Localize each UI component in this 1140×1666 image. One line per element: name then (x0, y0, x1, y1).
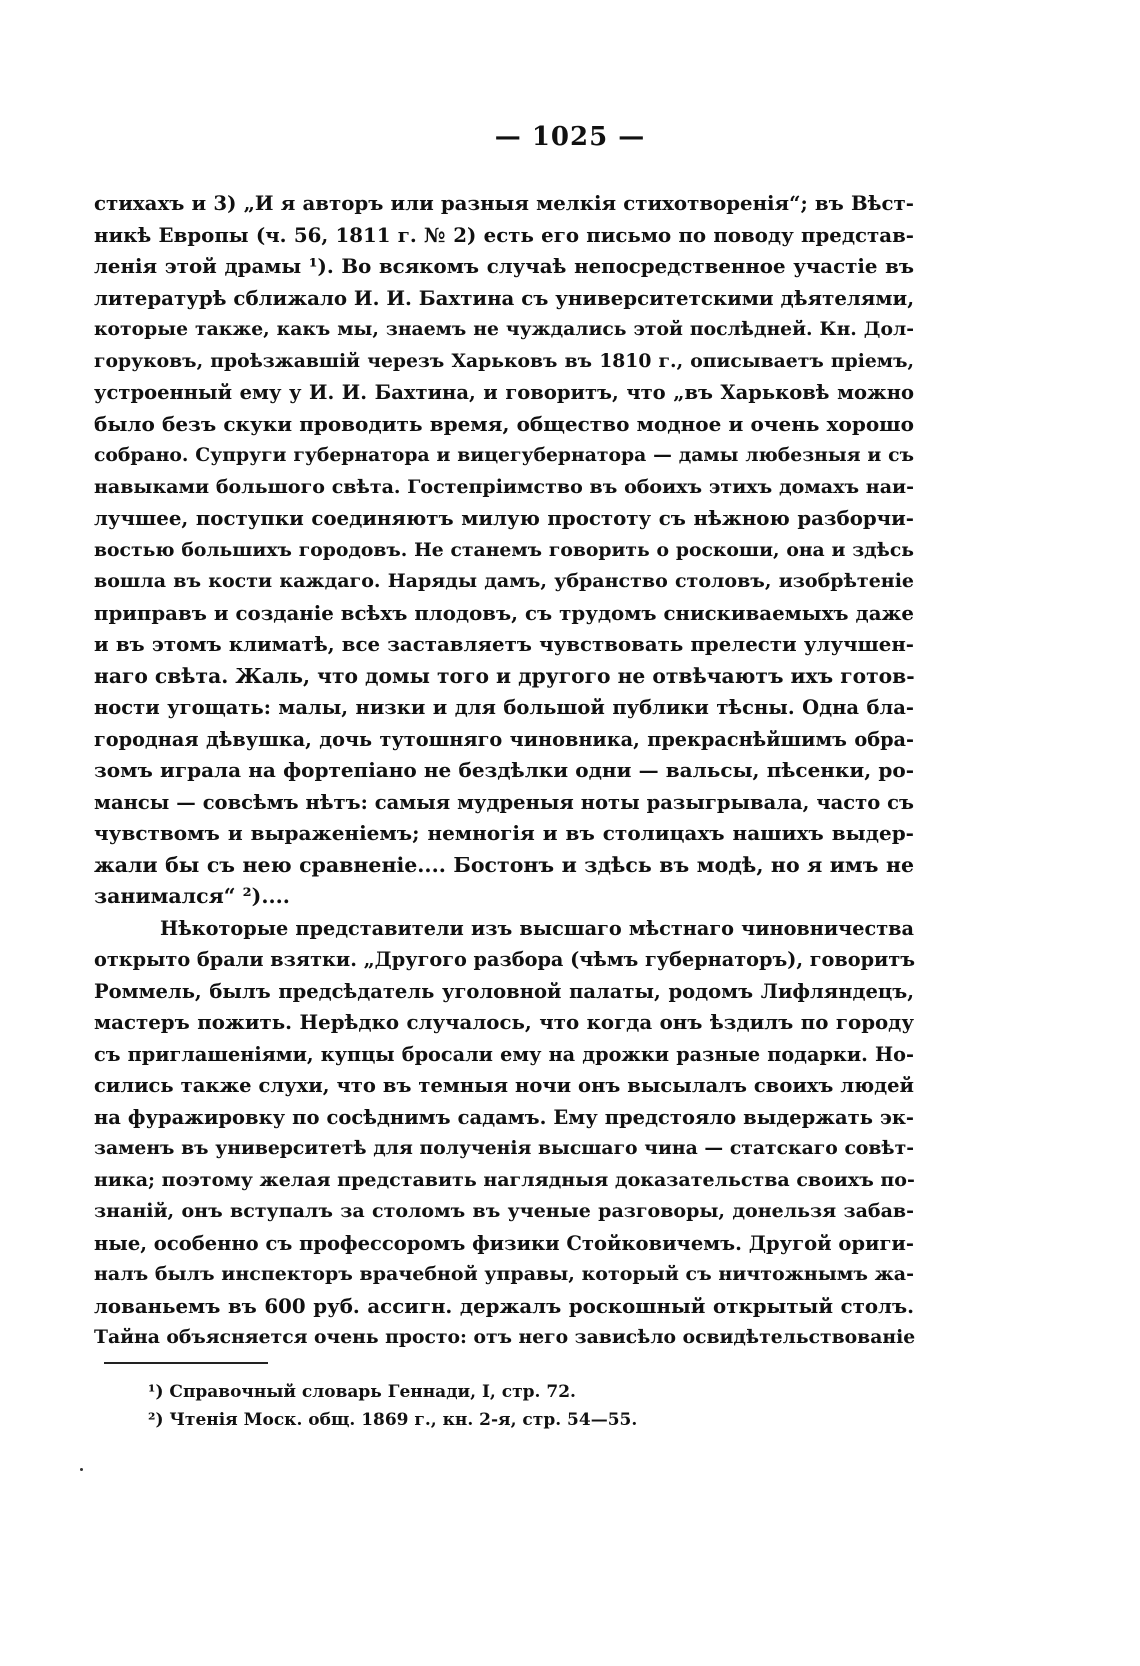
text-line: открыто брали взятки. „Другого разбора (чѣмъ губернаторъ), говоритъ (94, 948, 916, 971)
footnote-divider (104, 1362, 268, 1364)
footnote-2: ²) Чтенія Моск. общ. 1869 г., кн. 2-я, стр. 54—55. (148, 1410, 638, 1430)
text-line: Роммель, былъ предсѣдатель уголовной палаты, родомъ Лифляндецъ, (94, 979, 914, 1003)
text-line: зомъ играла на фортепіано не бездѣлки одни — вальсы, пѣсенки, ро- (94, 758, 914, 782)
text-line: ности угощать: малы, низки и для большой публики тѣсны. Одна бла- (94, 696, 914, 719)
scan-speck (80, 1468, 83, 1471)
text-line: съ приглашеніями, купцы бросали ему на дрожки разные подарки. Но- (94, 1042, 914, 1066)
text-line-paragraph-end: занимался“ ²).... (94, 884, 290, 908)
text-line: жали бы съ нею сравненіе.... Бостонъ и здѣсь въ модѣ, но я имъ не (94, 852, 914, 877)
text-line: чувствомъ и выраженіемъ; немногія и въ столицахъ нашихъ выдер- (94, 821, 914, 845)
text-line: было безъ скуки проводить время, общество модное и очень хорошо (94, 411, 914, 436)
text-line: горуковъ, проѣзжавшій черезъ Харьковъ въ 1810 г., описываетъ пріемъ, (94, 349, 914, 372)
body-text (94, 188, 914, 1354)
text-line-paragraph-start: Нѣкоторые представители изъ высшаго мѣстнаго чиновничества (160, 916, 914, 940)
text-line: вошла въ кости каждаго. Наряды дамъ, убранство столовъ, изобрѣтеніе (94, 570, 914, 592)
footnote-1: ¹) Справочный словарь Геннади, I, стр. 72. (148, 1382, 576, 1402)
text-line: на фуражировку по сосѣднимъ садамъ. Ему предстояло выдержать эк- (94, 1105, 914, 1129)
text-line: мастеръ пожить. Нерѣдко случалось, что когда онъ ѣздилъ по городу (94, 1010, 914, 1034)
text-line: которые также, какъ мы, знаемъ не чуждались этой послѣдней. Кн. Дол- (94, 318, 914, 340)
text-line: никѣ Европы (ч. 56, 1811 г. № 2) есть его письмо по поводу представ- (94, 222, 914, 247)
text-line: Тайна объясняется очень просто: отъ него зависѣло освидѣтельствованіе (94, 1326, 916, 1348)
text-line: лованьемъ въ 600 руб. ассигн. держалъ роскошный открытый столъ. (94, 1293, 914, 1318)
text-line: собрано. Супруги губернатора и вицегубернатора — дамы любезныя и съ (94, 444, 914, 466)
text-line: востью большихъ городовъ. Не станемъ говорить о роскоши, она и здѣсь (94, 538, 914, 561)
footnotes (148, 1378, 908, 1434)
text-line: заменъ въ университетѣ для полученія высшаго чина — статскаго совѣт- (94, 1137, 914, 1159)
text-line: устроенный ему у И. И. Бахтина, и говоритъ, что „въ Харьковѣ можно (94, 381, 914, 404)
text-line: стихахъ и 3) „И я авторъ или разныя мелкія стихотворенія“; въ Вѣст- (94, 191, 914, 215)
page-number: — 1025 — (494, 122, 646, 152)
text-line: ленія этой драмы ¹). Во всякомъ случаѣ непосредственное участіе въ (94, 254, 914, 278)
text-line: знаній, онъ вступалъ за столомъ въ ученые разговоры, донельзя забав- (94, 1200, 914, 1222)
text-line: лучшее, поступки соединяютъ милую простоту съ нѣжною разборчи- (94, 506, 914, 530)
text-line: городная дѣвушка, дочь тутошняго чиновника, прекраснѣйшимъ обра- (94, 727, 914, 751)
text-line: сились также слухи, что въ темныя ночи онъ высылалъ своихъ людей (94, 1074, 914, 1097)
text-line: мансы — совсѣмъ нѣтъ: самыя мудреныя ноты разыгрывала, часто съ (94, 790, 914, 814)
text-line: налъ былъ инспекторъ врачебной управы, который съ ничтожнымъ жа- (94, 1263, 914, 1285)
text-line: ника; поэтому желая представить наглядныя доказательства своихъ по- (94, 1168, 915, 1191)
text-line: навыками большого свѣта. Гостепріимство въ обоихъ этихъ домахъ наи- (94, 475, 914, 498)
text-line: литературѣ сближало И. И. Бахтина съ университетскими дѣятелями, (94, 285, 915, 310)
text-line: наго свѣта. Жаль, что домы того и другого не отвѣчаютъ ихъ готов- (94, 663, 915, 688)
text-line: приправъ и созданіе всѣхъ плодовъ, съ трудомъ снискиваемыхъ даже (94, 600, 914, 625)
text-line: и въ этомъ климатѣ, все заставляетъ чувствовать прелести улучшен- (94, 632, 914, 656)
text-line: ные, особенно съ профессоромъ физики Стойковичемъ. Другой ориги- (94, 1231, 914, 1255)
